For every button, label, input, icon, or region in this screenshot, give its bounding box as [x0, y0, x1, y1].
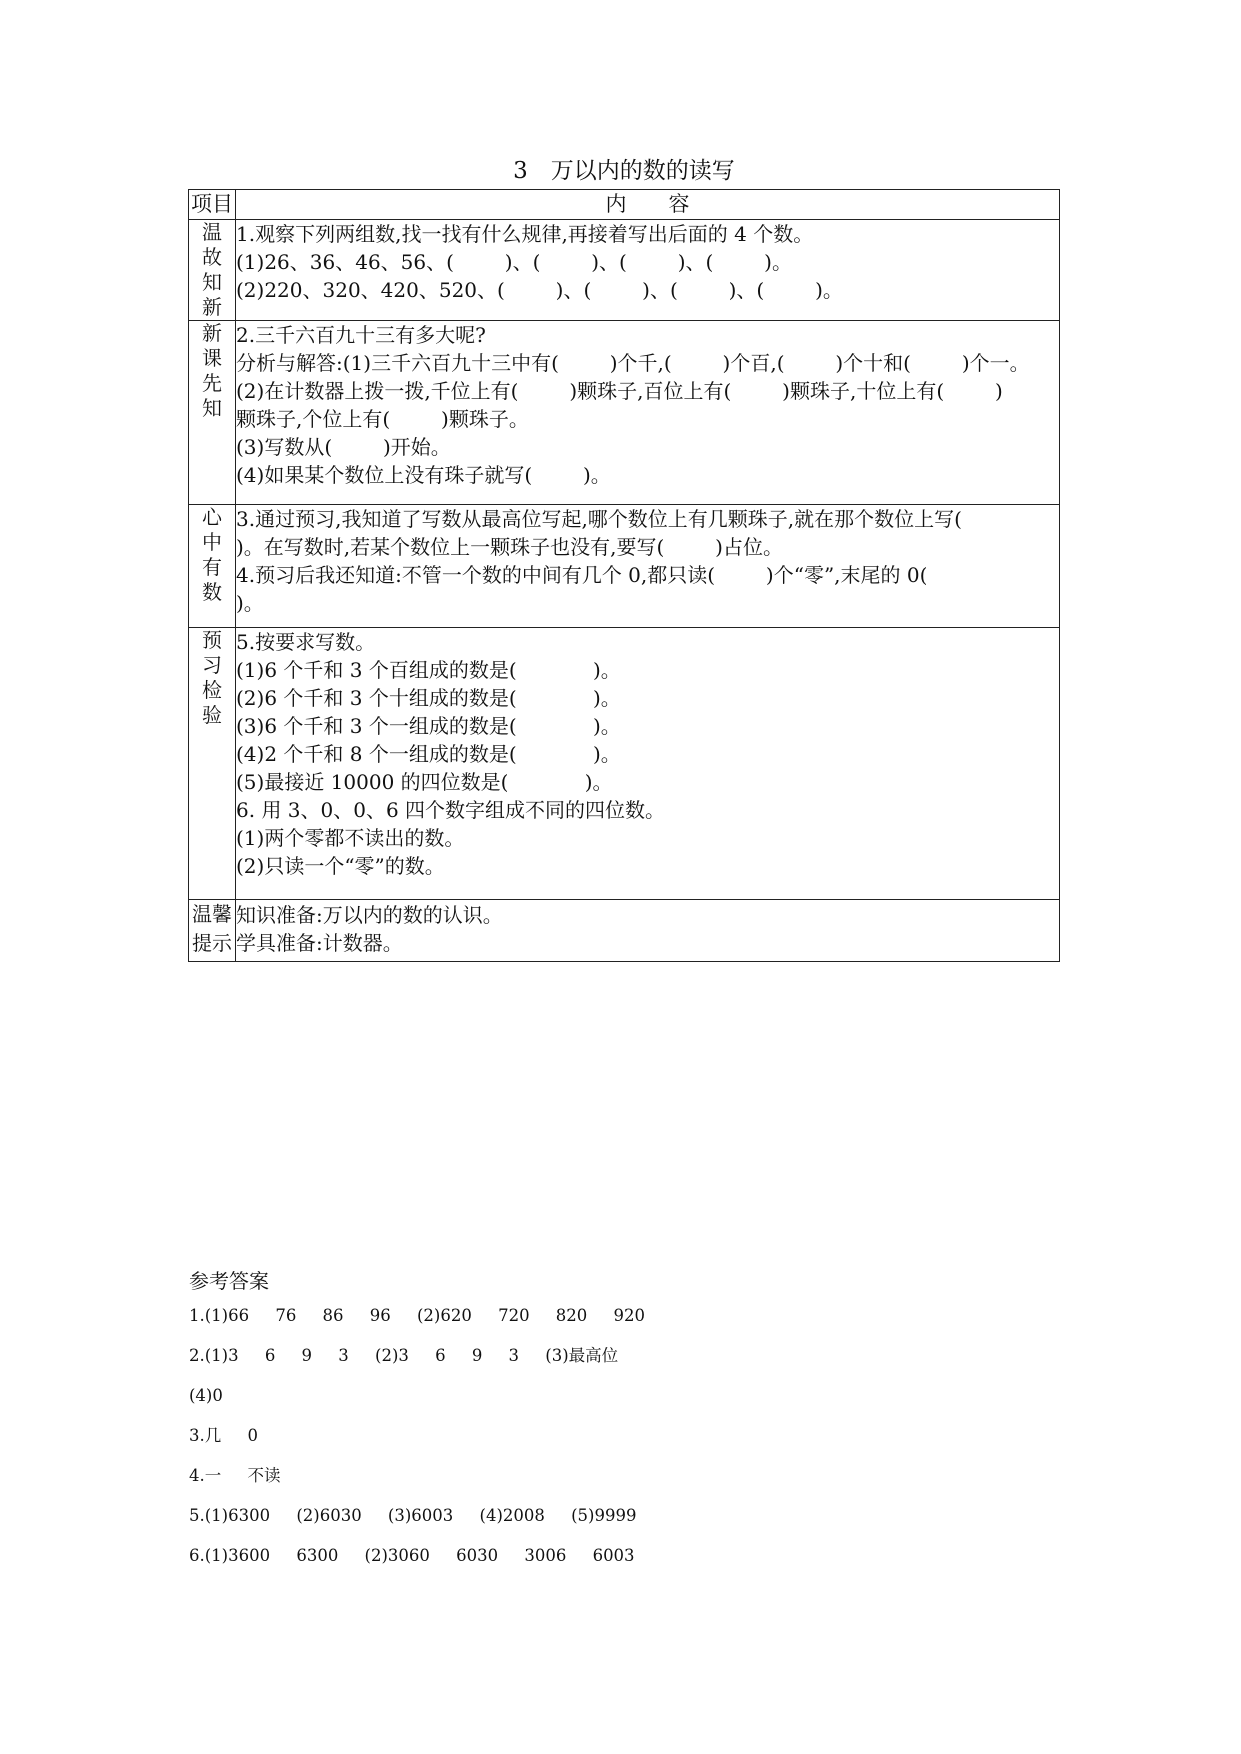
answer-title: 参考答案	[189, 1269, 269, 1293]
answer-line: (4)0	[189, 1386, 223, 1405]
content-line: (2)220、320、420、520、( )、( )、( )、( )。	[236, 278, 843, 302]
answer-section	[189, 1268, 645, 1586]
row-tips	[189, 900, 1060, 962]
row-label-text: 温馨	[192, 902, 232, 926]
row-preview-check	[189, 628, 1060, 900]
content-line: 2.三千六百九十三有多大呢?	[236, 323, 486, 347]
row-label	[189, 321, 236, 505]
row-content	[236, 321, 1060, 505]
row-label-text: 温故知新	[202, 220, 222, 319]
page-title: 3 万以内的数的读写	[513, 158, 735, 184]
row-label-text: 新课先知	[202, 321, 222, 420]
row-review	[189, 220, 1060, 321]
content-line: 1.观察下列两组数,找一找有什么规律,再接着写出后面的 4 个数。	[236, 222, 814, 246]
content-line: 颗珠子,个位上有( )颗珠子。	[236, 407, 529, 431]
header-row	[189, 190, 1060, 220]
content-line: )。	[236, 591, 264, 615]
row-label	[189, 900, 236, 962]
content-line: 知识准备:万以内的数的认识。	[236, 903, 503, 927]
content-line: (2)在计数器上拨一拨,千位上有( )颗珠子,百位上有( )颗珠子,十位上有( )	[236, 379, 1003, 403]
row-label	[189, 220, 236, 321]
row-label-text: 提示	[192, 931, 232, 955]
content-line: (4)如果某个数位上没有珠子就写( )。	[236, 463, 611, 487]
row-label	[189, 505, 236, 628]
content-line: (2)6 个千和 3 个十组成的数是( )。	[236, 686, 621, 710]
content-line: )。在写数时,若某个数位上一颗珠子也没有,要写( )占位。	[236, 535, 783, 559]
content-line: (3)6 个千和 3 个一组成的数是( )。	[236, 714, 621, 738]
content-line: (4)2 个千和 8 个一组成的数是( )。	[236, 742, 621, 766]
content-line: (5)最接近 10000 的四位数是( )。	[236, 770, 613, 794]
answer-line: 5.(1)6300 (2)6030 (3)6003 (4)2008 (5)9999	[189, 1506, 637, 1525]
row-label-text: 预习检验	[202, 628, 222, 727]
row-content	[236, 220, 1060, 321]
content-line: 分析与解答:(1)三千六百九十三中有( )个千,( )个百,( )个十和( )个一。	[236, 351, 1030, 375]
content-line: (1)6 个千和 3 个百组成的数是( )。	[236, 658, 621, 682]
row-label	[189, 628, 236, 900]
row-content	[236, 628, 1060, 900]
row-content	[236, 900, 1060, 962]
answer-line: 6.(1)3600 6300 (2)3060 6030 3006 6003	[189, 1546, 635, 1565]
content-line: (1)26、36、46、56、( )、( )、( )、( )。	[236, 250, 792, 274]
answer-line: 2.(1)3 6 9 3 (2)3 6 9 3 (3)最高位	[189, 1346, 619, 1365]
content-line: (1)两个零都不读出的数。	[236, 826, 465, 850]
content-line: (2)只读一个“零”的数。	[236, 854, 445, 878]
content-line: 学具准备:计数器。	[236, 931, 403, 955]
content-line: 6. 用 3、0、0、6 四个数字组成不同的四位数。	[236, 798, 666, 822]
worksheet-table	[188, 189, 1060, 962]
row-label-text: 心中有数	[202, 505, 222, 604]
answer-line: 3.几 0	[189, 1426, 258, 1445]
row-understanding	[189, 505, 1060, 628]
answer-line: 4.一 不读	[189, 1466, 281, 1485]
row-content	[236, 505, 1060, 628]
content-line: 5.按要求写数。	[236, 630, 376, 654]
content-line: 3.通过预习,我知道了写数从最高位写起,哪个数位上有几颗珠子,就在那个数位上写(	[236, 507, 962, 531]
content-line: (3)写数从( )开始。	[236, 435, 451, 459]
row-new-lesson	[189, 321, 1060, 505]
content-line: 4.预习后我还知道:不管一个数的中间有几个 0,都只读( )个“零”,末尾的 0(	[236, 563, 928, 587]
header-content: 内 容	[236, 190, 1060, 220]
header-item: 项目	[189, 190, 236, 220]
answer-line: 1.(1)66 76 86 96 (2)620 720 820 920	[189, 1306, 646, 1325]
